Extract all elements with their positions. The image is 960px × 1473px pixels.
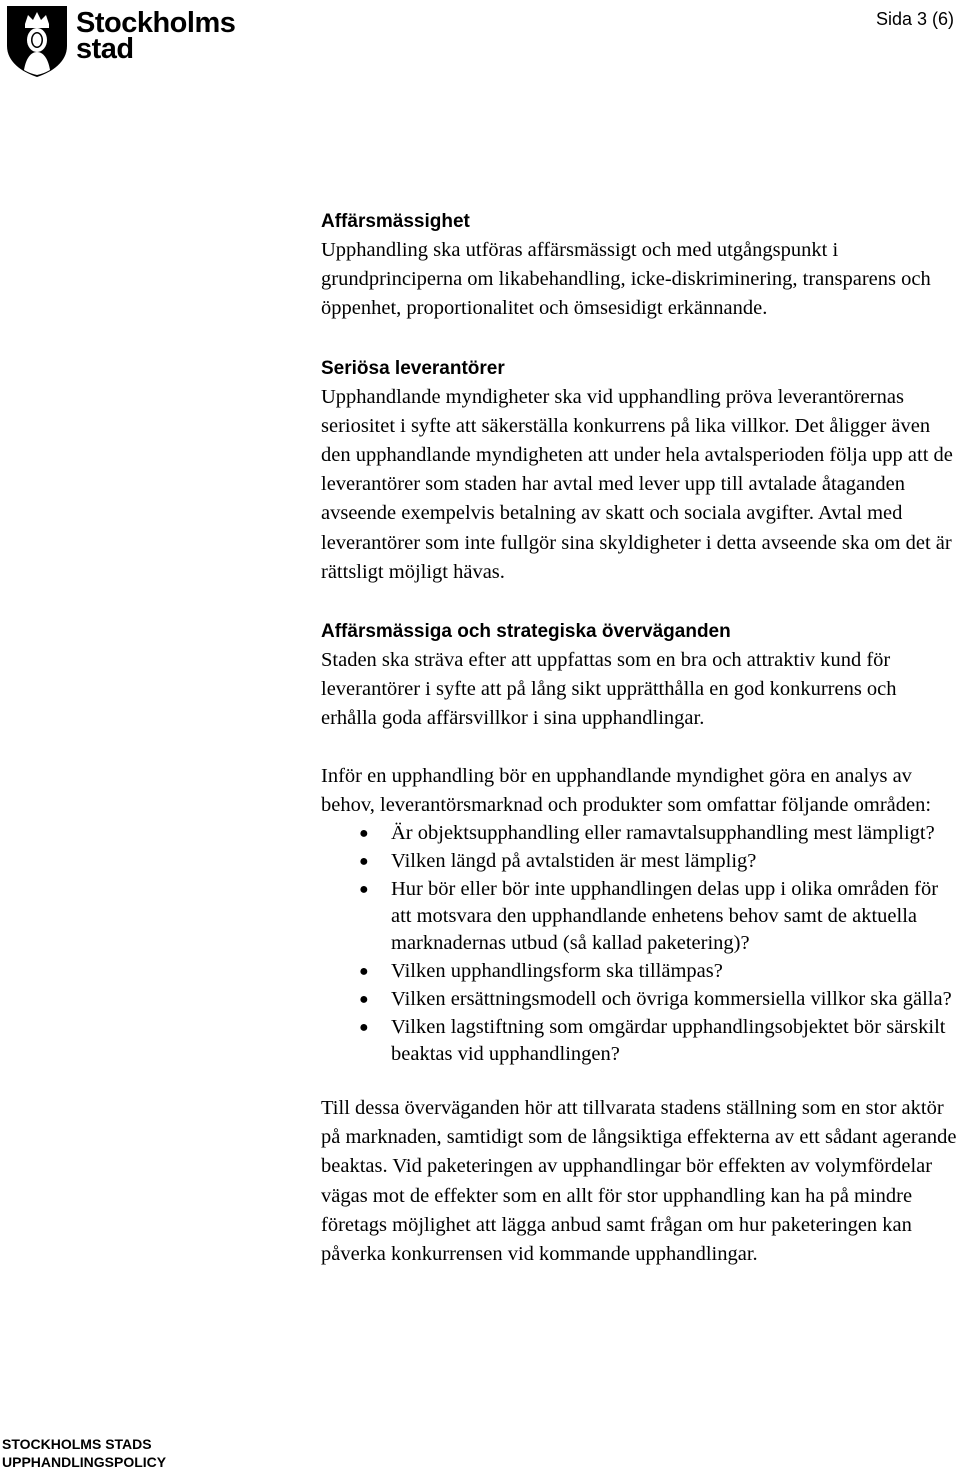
bullet-icon: ● bbox=[359, 963, 369, 981]
section-text: Upphandlande myndigheter ska vid upphandling pröva leverantörernas seriositet i syfte att säkerställa konkurrens på lika villkor. Det åligger även den upphandlande myndigheten att under hela avtalsperioden följa upp att de leverantörer som staden har avtal med lever upp till avtalade åtaganden avseende exempelvis betalning av skatt och sociala avgifter. Avtal med leverantörer som inte fullgör sina skyldigheter i detta avseende ska om det är rättsligt möjligt hävas. bbox=[321, 385, 953, 583]
section-text: Staden ska sträva efter att uppfattas som en bra och attraktiv kund för leverantörer i syfte att på lång sikt upprätthålla en god konkurrens och erhålla goda affärsvillkor i sina upphandlingar. bbox=[321, 649, 897, 730]
list-item: ● Vilken upphandlingsform ska tillämpas? bbox=[321, 958, 957, 985]
section-heading: Affärsmässiga och strategiska överväganden bbox=[321, 621, 731, 643]
list-item: ● Vilken längd på avtalstiden är mest lämplig? bbox=[321, 848, 957, 875]
page-number: Sida 3 (6) bbox=[875, 9, 954, 29]
footer-line2: UPPHANDLINGSPOLICY bbox=[2, 1454, 167, 1470]
bullet-icon: ● bbox=[359, 825, 369, 843]
bullet-icon: ● bbox=[359, 1019, 369, 1037]
bullet-icon: ● bbox=[359, 881, 369, 899]
section-strategiska-overvaganden bbox=[321, 617, 957, 734]
stockholms-stad-logo bbox=[4, 2, 234, 78]
list-item: ● Vilken ersättningsmodell och övriga kommersiella villkor ska gälla? bbox=[321, 986, 957, 1013]
footer-line1: STOCKHOLMS STADS bbox=[2, 1436, 152, 1452]
logo-wordmark-line1: Stockholms bbox=[76, 7, 236, 39]
bullet-icon: ● bbox=[359, 853, 369, 871]
section-seriosa-leverantorer bbox=[321, 354, 957, 587]
analysis-block bbox=[321, 762, 957, 1068]
bullet-icon: ● bbox=[359, 991, 369, 1009]
analysis-intro: Inför en upphandling bör en upphandlande myndighet göra en analys av behov, leverantörsmarknad och produkter som omfattar följande områden: bbox=[321, 764, 932, 816]
section-affarsmassighet bbox=[321, 207, 957, 324]
document-body bbox=[321, 207, 957, 1269]
city-crest-icon bbox=[4, 2, 70, 78]
section-heading: Seriösa leverantörer bbox=[321, 357, 505, 379]
list-item: ● Är objektsupphandling eller ramavtalsupphandling mest lämpligt? bbox=[321, 820, 957, 847]
analysis-list bbox=[321, 820, 957, 1068]
section-heading: Affärsmässighet bbox=[321, 211, 470, 232]
logo-wordmark-line2: stad bbox=[76, 33, 134, 65]
document-footer bbox=[2, 1435, 166, 1471]
list-item: ● Hur bör eller bör inte upphandlingen delas upp i olika områden för att motsvara den upphandlande enhetens behov samt de aktuella marknadernas utbud (så kallad paketering)? bbox=[359, 878, 939, 955]
list-item: ● Vilken lagstiftning som omgärdar upphandlingsobjektet bör särskilt beaktas vid upphandlingen? bbox=[359, 1016, 946, 1066]
section-text: Upphandling ska utföras affärsmässigt och med utgångspunkt i grundprinciperna om likabehandling, icke-diskriminering, transparens och öppenhet, proportionalitet och ömsesidigt erkännande. bbox=[321, 239, 931, 320]
closing-paragraph: Till dessa överväganden hör att tillvarata stadens ställning som en stor aktör på marknaden, samtidigt som de långsiktiga effekterna av ett sådant agerande beaktas. Vid paketeringen av upphandlingar bör effekten av volymfördelar vägas mot de effekter som en allt för stor upphandling kan ha på mindre företags möjlighet att lägga anbud samt frågan om hur paketeringen kan påverka konkurrensen vid kommande upphandlingar. bbox=[321, 1097, 957, 1266]
